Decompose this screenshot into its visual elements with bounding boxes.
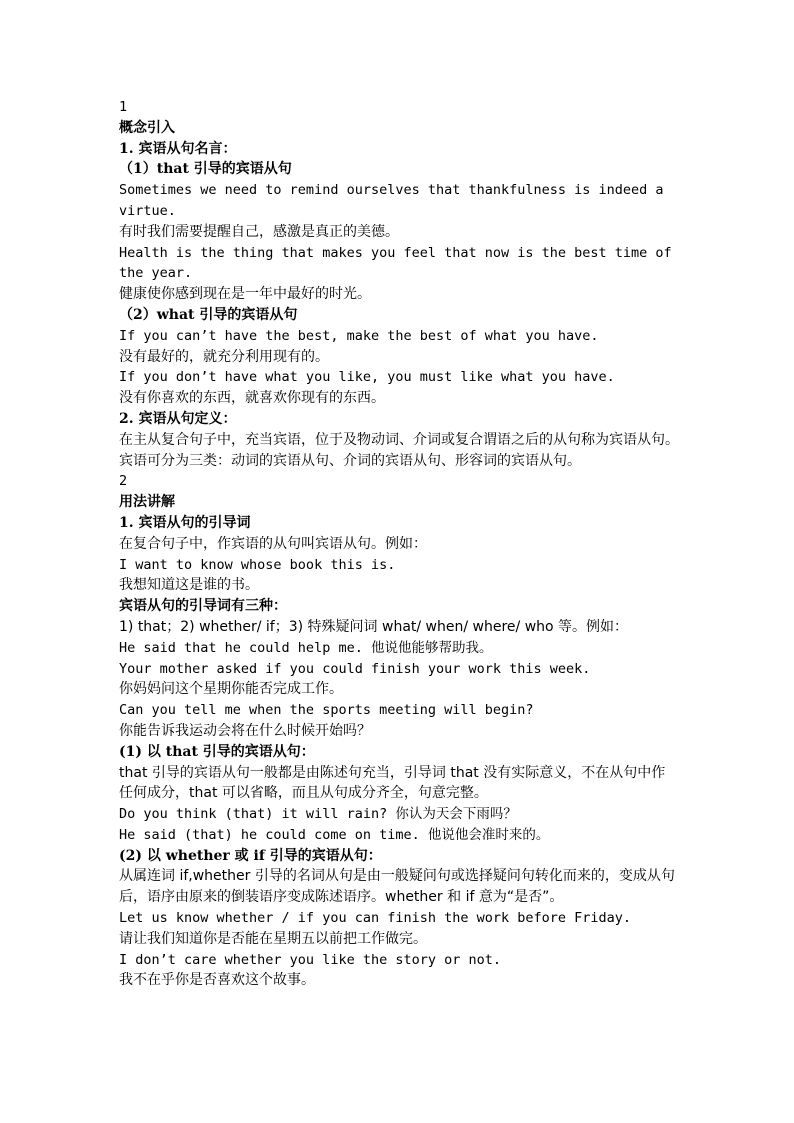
text-line: 我想知道这是谁的书。	[119, 577, 259, 594]
text-line: 概念引入	[119, 119, 175, 136]
text-line: that 引导的宾语从句一般都是由陈述句充当，引导词 that 没有实际意义，不在从句中作任何成分，that 可以省略，而且从句成分齐全，句意完整。	[119, 764, 666, 802]
text-line: 1	[119, 99, 128, 115]
text-line: 有时我们需要提醒自己，感激是真正的美德。	[119, 223, 399, 240]
text-line: Your mother asked if you could finish your work this week.	[119, 660, 591, 677]
text-line: 从属连词 if,whether 引导的名词从句是由一般疑问句或选择疑问句转化而来的，变成从句后，语序由原来的倒装语序变成陈述语序。whether 和 if 意为“是否”。	[119, 868, 675, 906]
text-line: 1) that；2) whether/ if；3) 特殊疑问词 what/ when/ where/ who 等。例如：	[119, 618, 629, 635]
text-line: Do you think (that) it will rain? 你认为天会下雨吗？	[119, 806, 517, 823]
text-line: He said (that) he could come on time. 他说他会准时来的。	[119, 826, 550, 843]
text-line: 2	[119, 473, 128, 490]
text-line: Can you tell me when the sports meeting will begin?	[119, 702, 534, 719]
text-line: 没有你喜欢的东西，就喜欢你现有的东西。	[119, 390, 385, 407]
text-line: 你能告诉我运动会将在什么时候开始吗？	[119, 722, 371, 739]
text-line: 2. 宾语从句定义：	[119, 410, 237, 427]
text-line: （2）what 引导的宾语从句	[119, 306, 298, 323]
text-line: 1. 宾语从句的引导词	[119, 514, 251, 531]
text-line: If you can’t have the best, make the best of what you have.	[119, 327, 599, 344]
text-line: Health is the thing that makes you feel that now is the best time of the year.	[119, 244, 672, 282]
text-line: 请让我们知道你是否能在星期五以前把工作做完。	[119, 930, 427, 947]
text-line: 你妈妈问这个星期你能否完成工作。	[119, 681, 343, 698]
text-line: 用法讲解	[119, 494, 175, 511]
text-line: 在主从复合句子中，充当宾语，位于及物动词、介词或复合谓语之后的从句称为宾语从句。 宾语可分为三类：动词的宾语从句、介词的宾语从句、形容词的宾语从句。	[119, 431, 679, 469]
text-line: 宾语从句的引导词有三种：	[119, 598, 287, 615]
text-line: (1) 以 that 引导的宾语从句：	[119, 743, 315, 760]
text-line: He said that he could help me. 他说他能够帮助我。	[119, 639, 493, 656]
text-line: I want to know whose book this is.	[119, 556, 396, 573]
text-line: 1. 宾语从句名言：	[119, 140, 237, 157]
text-line: I don’t care whether you like the story or not.	[119, 951, 502, 968]
text-line: Let us know whether / if you can finish the work before Friday.	[119, 910, 632, 927]
text-line: If you don’t have what you like, you must like what you have.	[119, 369, 615, 386]
text-line: （1）that 引导的宾语从句	[119, 161, 292, 178]
document-page	[119, 97, 679, 991]
text-line: 在复合句子中，作宾语的从句叫宾语从句。例如：	[119, 535, 427, 552]
text-line: Sometimes we need to remind ourselves that thankfulness is indeed a virtue.	[119, 182, 664, 219]
text-line: (2) 以 whether 或 if 引导的宾语从句：	[119, 847, 382, 864]
text-line: 我不在乎你是否喜欢这个故事。	[119, 972, 315, 989]
text-line: 没有最好的，就充分利用现有的。	[119, 348, 329, 365]
text-line: 健康使你感到现在是一年中最好的时光。	[119, 286, 371, 303]
